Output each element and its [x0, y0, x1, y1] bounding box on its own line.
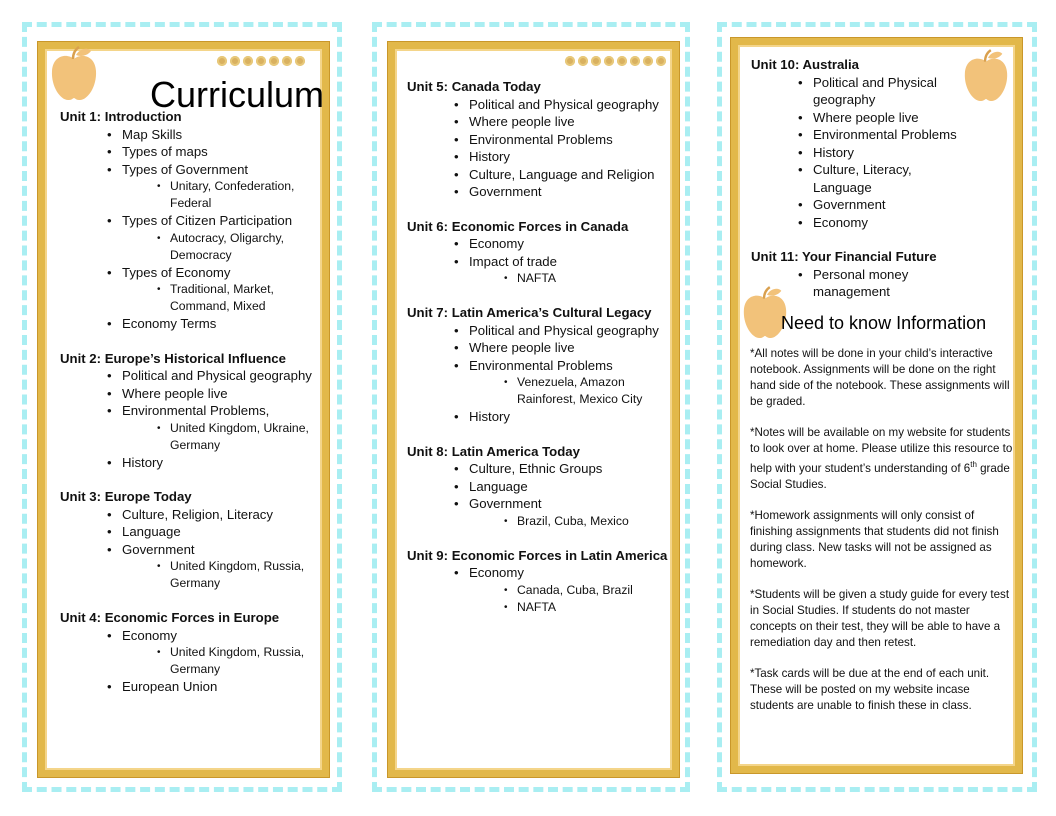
list-item: • European Union	[60, 678, 325, 696]
unit-title: Unit 7: Latin America’s Cultural Legacy	[407, 305, 652, 320]
list-item: • Types of maps	[60, 143, 325, 161]
list-item: • History	[751, 144, 966, 162]
unit-title: Unit 4: Economic Forces in Europe	[60, 610, 280, 625]
list-item: • Political and Physical geography	[407, 322, 672, 340]
list-item: • Types of Citizen Participation	[60, 212, 325, 230]
list-item: • Economy	[60, 627, 325, 645]
unit-section	[407, 443, 672, 530]
list-item: • Language	[407, 478, 672, 496]
list-item: • Environmental Problems	[751, 126, 966, 144]
sub-list-item: • Canada, Cuba, Brazil	[407, 582, 672, 599]
list-item: • Language	[60, 523, 325, 541]
unit-section	[60, 488, 325, 592]
note-paragraph: *Students will be given a study guide for every test in Social Studies. If students do not master concepts on their test, they will be able to have a remediation day and then retest.	[750, 587, 1010, 649]
column-2-units	[407, 78, 672, 633]
unit-section	[407, 304, 672, 426]
sub-list-item: • United Kingdom, Russia, Germany	[60, 644, 325, 678]
unit-title: Unit 10: Australia	[751, 57, 859, 72]
sub-list-item: • Traditional, Market, Command, Mixed	[60, 281, 325, 315]
list-item: • Where people live	[407, 113, 672, 131]
notes-section	[750, 346, 1013, 729]
column-3-units	[751, 56, 966, 318]
list-item: • Culture, Ethnic Groups	[407, 460, 672, 478]
unit-title: Unit 5: Canada Today	[407, 79, 541, 94]
note-paragraph: *Notes will be available on my website for students to look over at home. Please utilize this resource to help with your student’s understanding of 6th grade Social Studies.	[750, 426, 1013, 491]
unit-section	[407, 218, 672, 288]
apple-icon	[49, 45, 99, 103]
list-item: • Personal money management	[751, 266, 966, 301]
gold-dots-icon	[217, 56, 305, 66]
list-item: • Where people live	[60, 385, 325, 403]
list-item: • Government	[407, 495, 672, 513]
sub-list-item: • NAFTA	[407, 270, 672, 287]
unit-section	[407, 547, 672, 616]
unit-title: Unit 3: Europe Today	[60, 489, 192, 504]
gold-dots-icon	[565, 56, 666, 66]
list-item: • History	[407, 148, 672, 166]
list-item: • Political and Physical geography	[751, 74, 966, 109]
sub-list-item: • Unitary, Confederation, Federal	[60, 178, 325, 212]
unit-section	[60, 609, 325, 696]
list-item: • Political and Physical geography	[60, 367, 325, 385]
list-item: • Culture, Language and Religion	[407, 166, 672, 184]
sub-list-item: • Venezuela, Amazon Rainforest, Mexico City	[407, 374, 672, 408]
apple-icon	[962, 48, 1010, 104]
unit-section	[60, 108, 325, 333]
unit-title: Unit 11: Your Financial Future	[751, 249, 937, 264]
unit-title: Unit 1: Introduction	[60, 109, 182, 124]
list-item: • Government	[407, 183, 672, 201]
list-item: • Types of Government	[60, 161, 325, 179]
list-item: • History	[407, 408, 672, 426]
list-item: • Economy	[407, 564, 672, 582]
unit-section	[407, 78, 672, 201]
list-item: • Political and Physical geography	[407, 96, 672, 114]
sub-list-item: • NAFTA	[407, 599, 672, 616]
list-item: • History	[60, 454, 325, 472]
unit-title: Unit 9: Economic Forces in Latin America	[407, 547, 668, 563]
list-item: • Economy Terms	[60, 315, 325, 333]
sub-list-item: • United Kingdom, Ukraine, Germany	[60, 420, 325, 454]
need-to-know-title: Need to know Information	[781, 313, 987, 333]
list-item: • Economy	[407, 235, 672, 253]
note-paragraph: *Homework assignments will only consist of finishing assignments that students did not finish during class. New tasks will not be assigned as homework.	[750, 508, 999, 570]
list-item: • Map Skills	[60, 126, 325, 144]
list-item: • Environmental Problems	[407, 131, 672, 149]
list-item: • Government	[751, 196, 966, 214]
note-paragraph: *Task cards will be due at the end of each unit. These will be posted on my website incase students are unable to finish these in class.	[750, 666, 990, 712]
unit-section	[60, 350, 325, 472]
list-item: • Types of Economy	[60, 264, 325, 282]
unit-section	[751, 56, 966, 231]
unit-title: Unit 2: Europe’s Historical Influence	[60, 350, 286, 366]
list-item: • Impact of trade	[407, 253, 672, 271]
list-item: • Environmental Problems,	[60, 402, 325, 420]
page-title: Curriculum	[150, 74, 325, 115]
note-paragraph: *All notes will be done in your child’s interactive notebook. Assignments will be done on the right hand side of the notebook. These assignments will be graded.	[750, 347, 1010, 408]
column-1-units	[60, 108, 325, 713]
list-item: • Where people live	[407, 339, 672, 357]
list-item: • Where people live	[751, 109, 966, 127]
sub-list-item: • United Kingdom, Russia, Germany	[60, 558, 325, 592]
list-item: • Environmental Problems	[407, 357, 672, 375]
sub-list-item: • Autocracy, Oligarchy, Democracy	[60, 230, 325, 264]
unit-section	[751, 248, 966, 301]
list-item: • Economy	[751, 214, 966, 232]
unit-title: Unit 6: Economic Forces in Canada	[407, 218, 629, 234]
list-item: • Culture, Religion, Literacy	[60, 506, 325, 524]
sub-list-item: • Brazil, Cuba, Mexico	[407, 513, 672, 530]
list-item: • Government	[60, 541, 325, 559]
list-item: • Culture, Literacy, Language	[751, 161, 966, 196]
unit-title: Unit 8: Latin America Today	[407, 443, 580, 459]
